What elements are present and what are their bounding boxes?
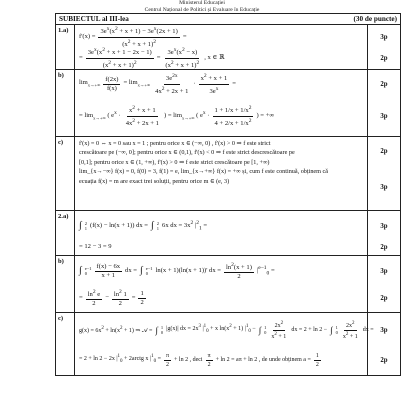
solution-1b: $\lim_{x\to+\infty}$ $\frac{f(2x)}{f(x)}$ = $\lim_{x\to+\infty}$ $\frac{3e^{2x}}{4x^2 + 2x + 1}$ · $\frac{x^2 + x + 1}{3e^x}$ = = $\lim_{x\to+\infty}$ ( $e^x$ · $\frac{x^2 + x + 1}{4x^2 + 2x + 1}$ ) = $\lim_{x\to+\infty}$ ( $e^x$ · $\frac{1 + 1/x + 1/x^2}{4 + 2/x + 1/x^2}$ ) = +∞ [75,70,368,137]
points-value: 2p [380,294,388,302]
part-label: b) [56,256,75,313]
solution-text-line: ecuația f(x) = m are exact trei soluții, pentru orice m ∈ (e, 3) [79,177,230,185]
solution-text-line: [0,1]; pentru orice x ∈ (1, +∞), f'(x) > 0 ⇒ f este strict crescătoare pe [1, +∞) [79,158,270,166]
part-label: 1.a) [56,25,75,70]
center-name: Centrul Național de Politici și Evaluare în Educație [144,6,260,13]
subject-title-row [56,14,401,25]
points-2b [367,256,400,313]
points-value: 2p [380,148,388,155]
points-value: 2p [380,80,388,88]
subject-title: SUBIECTUL al III-lea [59,15,129,23]
points-1a [367,25,400,70]
points-value: 3p [380,222,388,230]
part-label: b) [56,70,75,137]
points-value: 3p [380,267,388,275]
points-value: 3p [380,112,388,120]
solution-text-line: f'(x) = 0 ⇔ x = 0 sau x = 1 ; pentru orice x ∈ (−∞, 0) , f'(x) > 0 ⇒ f este strict [79,140,271,147]
points-value: 3p [380,326,388,334]
solution-2c: $g(x) = 6x^2 + \ln(x^2 + 1)$ ⇒ 𝒜 = ∫ 1 0 |g(x)| dx = $2x^3$ $|^1_0 + x$ $\ln(x^2 + 1) |^1_0$ − ∫ 1 0 $\frac{2x^2}{x^2 + 1}$ dx = 2 + ln 2 − ∫ 1 0 $\frac{2x^2}{x^2 + 1}$ dx = = 2 + ln 2 − 2x $|^1_0$ + 2arctg x $|^1_0$ = $\frac{\pi}{2}$ + ln 2 , deci $\frac{\pi}{2}$ + ln 2 = aπ + ln 2 , de unde obținem a = $\frac{1}{2}$ [75,313,368,376]
solution-2b: ∫ e−1 0 $\frac{f(x) - 6x}{x + 1}$ dx = ∫ e−1 0 ln(x + 1)(ln(x + 1))' dx = $\frac{\ln^2(x + 1)}{2}$ $|^{e-1}_0$ = = $\frac{\ln^2 e}{2}$ − $\frac{\ln^2 1}{2}$ = $\frac{1}{2}$ [75,256,368,313]
points-2a [367,211,400,256]
points-1c [367,137,400,211]
solution-text-line: crescătoare pe (−∞, 0]; pentru orice x ∈ (0,1), f'(x) < 0 ⇒ f este strict descrescătoare pe [79,149,295,157]
points-value: 2p [380,356,388,364]
solution-1a: f'(x) = $\frac{3e^x(x^2 + x + 1) - 3e^x(2x + 1)}{(x^2 + x + 1)^2}$ = = $\frac{3e^x(x^2 + x + 1 - 2x - 1)}{(x^2 + x + 1)^2}$ = $\frac{3e^x(x^2 - x)}{(x^2 + x + 1)^2}$ , x ∈ ℝ [75,25,368,70]
page-header [0,0,404,13]
points-1b [367,70,400,137]
part-label: c) [56,137,75,211]
solution-1c [75,137,368,211]
subject-points: (30 de puncte) [353,15,397,23]
solution-text-line: lim_{x→−∞} f(x) = 0, f(0) = 3, f(1) = e, lim_{x→+∞} f(x) = +∞ și, cum f este continuă, obținem că [79,168,329,176]
ministry-name: Ministerul Educației [179,0,225,6]
answer-key-table [55,13,401,376]
points-value: 2p [380,54,388,62]
points-value: 2p [380,243,388,251]
points-value: 3p [380,184,388,191]
part-label: 2.a) [56,211,75,256]
points-value: 3p [380,33,388,41]
points-2c [367,313,400,376]
solution-2a: ∫ 2 1 (f(x) − ln(x + 1)) dx = ∫ 2 1 6x dx = $3x^2$ $|^2_1$ = = 12 − 3 = 9 [75,211,368,256]
part-label: c) [56,313,75,376]
